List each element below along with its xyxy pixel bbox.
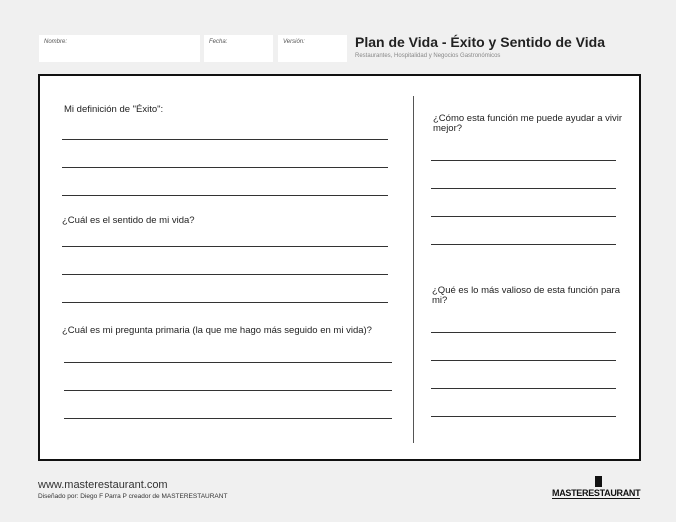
- answer-line[interactable]: [431, 416, 616, 417]
- question-success-definition: Mi definición de "Éxito":: [64, 104, 164, 115]
- answer-line[interactable]: [431, 332, 616, 333]
- answer-line[interactable]: [64, 418, 392, 419]
- answer-line[interactable]: [62, 274, 388, 275]
- question-life-meaning: ¿Cuál es el sentido de mi vida?: [62, 215, 195, 226]
- designer-credit: Diseñado por: Diego F Parra P creador de MASTERESTAURANT: [38, 493, 228, 500]
- answer-line[interactable]: [62, 139, 388, 140]
- answer-line[interactable]: [64, 390, 392, 391]
- answer-line[interactable]: [62, 167, 388, 168]
- version-field-label: Versión:: [283, 39, 305, 45]
- answer-line[interactable]: [431, 216, 616, 217]
- answer-line[interactable]: [64, 362, 392, 363]
- date-field-label: Fecha:: [209, 39, 228, 45]
- logo-text: MASTERESTAURANT: [552, 488, 641, 498]
- answer-line[interactable]: [62, 246, 388, 247]
- answer-line[interactable]: [431, 188, 616, 189]
- worksheet-card: [38, 74, 641, 461]
- page-subtitle: Restaurantes, Hospitalidad y Negocios Gastronómicos: [355, 53, 501, 59]
- question-most-valuable: ¿Qué es lo más valioso de esta función para mi?: [432, 285, 620, 306]
- version-field[interactable]: [278, 35, 347, 62]
- logo-mark-icon: [595, 476, 602, 487]
- website-link[interactable]: www.masterestaurant.com: [38, 479, 168, 491]
- name-field[interactable]: [39, 35, 200, 62]
- logo-underline: [552, 498, 640, 499]
- column-divider: [413, 96, 414, 443]
- answer-line[interactable]: [431, 160, 616, 161]
- question-function-help: ¿Cómo esta función me puede ayudar a vivir mejor?: [433, 113, 623, 134]
- question-primary-question: ¿Cuál es mi pregunta primaria (la que me hago más seguido en mi vida)?: [62, 325, 372, 336]
- name-field-label: Nombre:: [44, 39, 68, 45]
- answer-line[interactable]: [431, 360, 616, 361]
- page-title: Plan de Vida - Éxito y Sentido de Vida: [355, 34, 605, 50]
- masterestaurant-logo: [552, 476, 640, 500]
- answer-line[interactable]: [62, 302, 388, 303]
- date-field[interactable]: [204, 35, 273, 62]
- answer-line[interactable]: [62, 195, 388, 196]
- answer-line[interactable]: [431, 244, 616, 245]
- answer-line[interactable]: [431, 388, 616, 389]
